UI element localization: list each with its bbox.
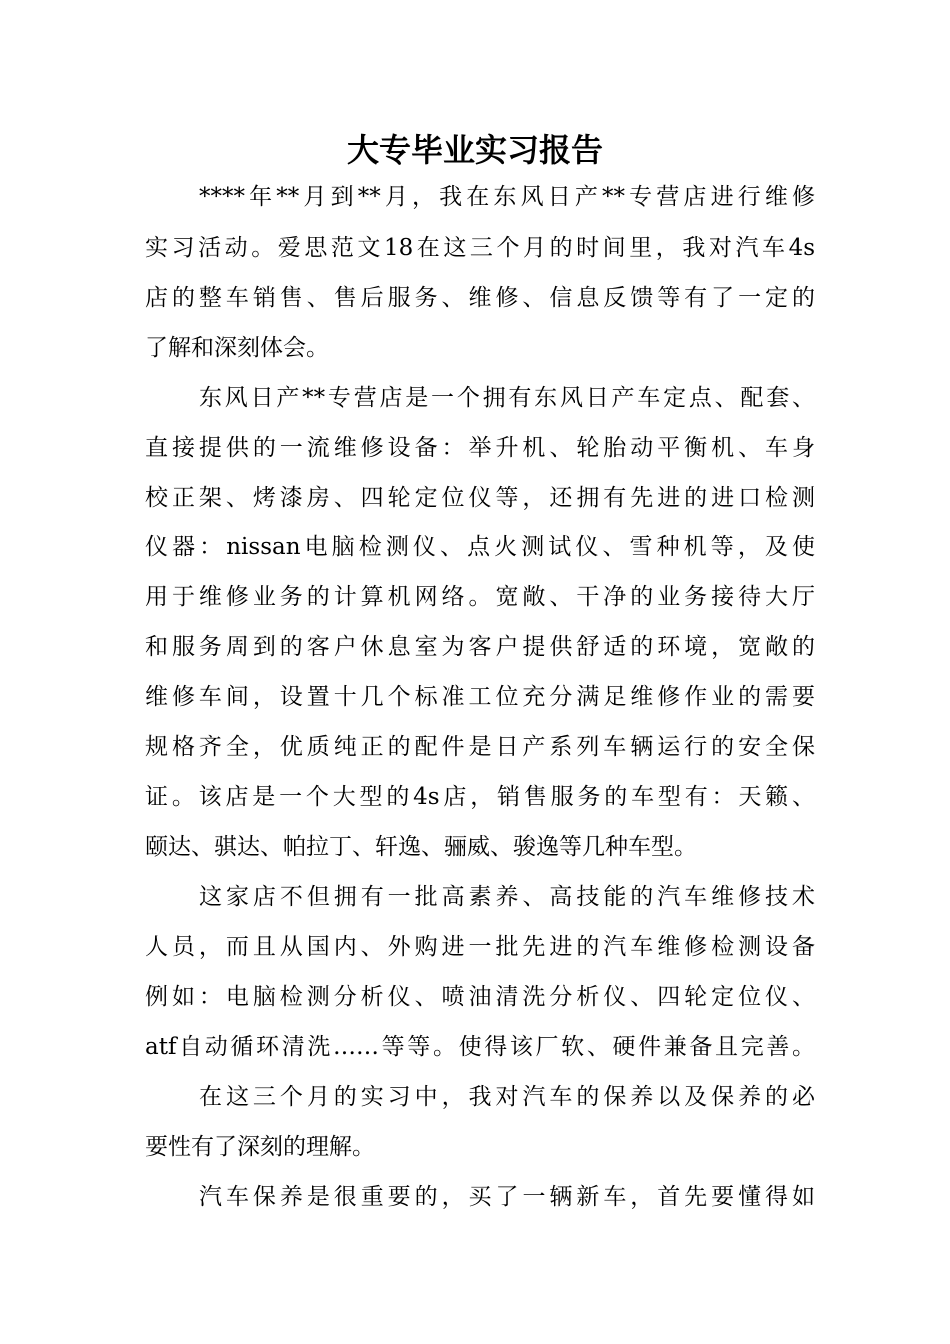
body-line: 维修车间，设置十几个标准工位充分满足维修作业的需要 — [145, 684, 815, 710]
body-line: 校正架、烤漆房、四轮定位仪等，还拥有先进的进口检测 — [145, 485, 815, 511]
body-line: 颐达、骐达、帕拉丁、轩逸、骊威、骏逸等几种车型。 — [145, 834, 697, 860]
body-line: 这家店不但拥有一批高素养、高技能的汽车维修技术 — [199, 884, 815, 910]
body-line: 用于维修业务的计算机网络。宽敞、干净的业务接待大厅 — [145, 584, 815, 610]
body-line: 例如：电脑检测分析仪、喷油清洗分析仪、四轮定位仪、 — [145, 984, 815, 1010]
body-line: 店的整车销售、售后服务、维修、信息反馈等有了一定的 — [145, 285, 815, 311]
body-line: 实习活动。爱思范文18在这三个月的时间里，我对汽车4s — [145, 235, 815, 261]
body-line: 东风日产**专营店是一个拥有东风日产车定点、配套、 — [199, 385, 815, 411]
body-line: 要性有了深刻的理解。 — [145, 1134, 375, 1160]
body-line: ****年**月到**月，我在东风日产**专营店进行维修 — [199, 184, 815, 210]
body-line: 在这三个月的实习中，我对汽车的保养以及保养的必 — [199, 1084, 815, 1110]
body-line: 仪器：nissan电脑检测仪、点火测试仪、雪种机等，及使 — [145, 534, 815, 560]
body-line: 规格齐全，优质纯正的配件是日产系列车辆运行的安全保 — [145, 734, 815, 760]
body-line: 和服务周到的客户休息室为客户提供舒适的环境，宽敞的 — [145, 634, 815, 660]
body-line: 了解和深刻体会。 — [145, 335, 329, 361]
body-line: atf自动循环清洗……等等。使得该厂软、硬件兼备且完善。 — [145, 1034, 815, 1060]
body-line: 证。该店是一个大型的4s店，销售服务的车型有：天籁、 — [145, 784, 815, 810]
body-line: 人员，而且从国内、外购进一批先进的汽车维修检测设备 — [145, 934, 815, 960]
document-title: 大专毕业实习报告 — [346, 131, 603, 169]
body-line: 直接提供的一流维修设备：举升机、轮胎动平衡机、车身 — [145, 435, 815, 461]
body-line: 汽车保养是很重要的，买了一辆新车，首先要懂得如 — [199, 1184, 815, 1210]
